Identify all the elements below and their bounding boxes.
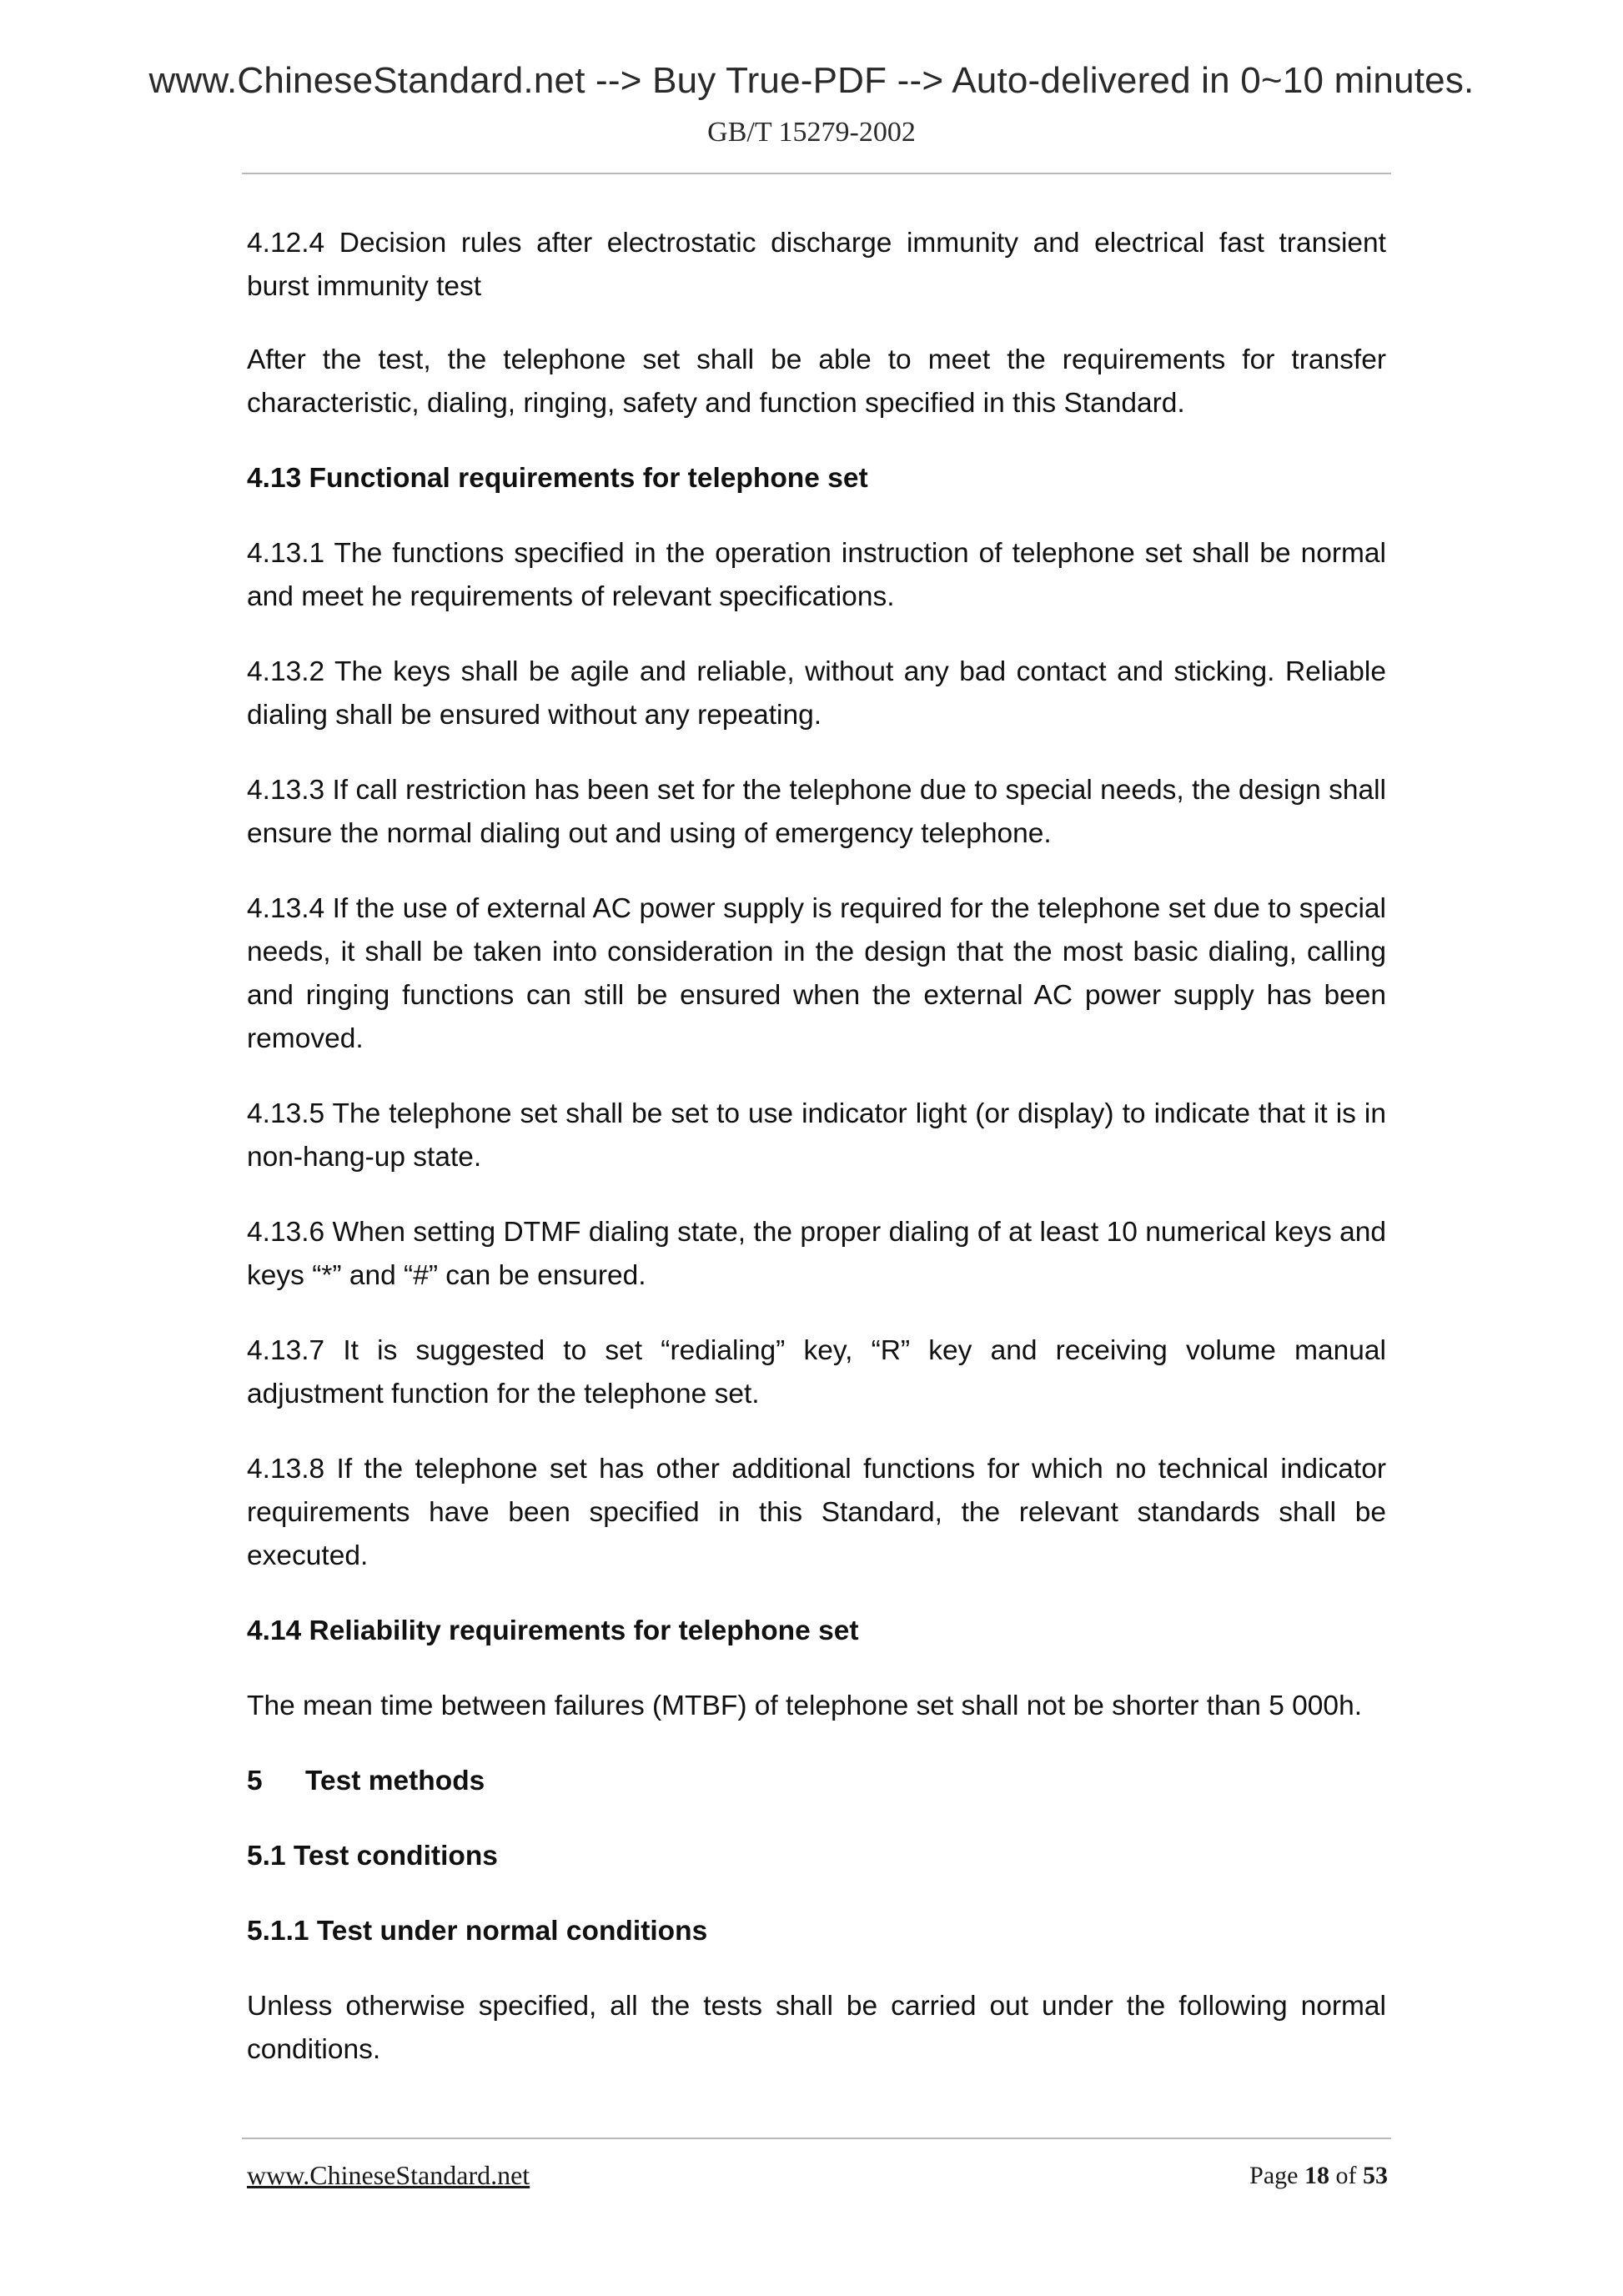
document-body <box>247 222 1386 2103</box>
section-heading-4-14: 4.14 Reliability requirements for telephone set <box>247 1615 859 1646</box>
page-number <box>1249 2162 1388 2190</box>
clause-4-13-7: 4.13.7 It is suggested to set “redialing” key, “R” key and receiving volume manual adjustment function for the telephone set. <box>247 1335 1386 1409</box>
section-heading-4-13: 4.13 Functional requirements for telephone set <box>247 463 868 494</box>
page-prefix: Page <box>1249 2162 1304 2189</box>
header-banner[interactable]: www.ChineseStandard.net --> Buy True-PDF --> Auto-delivered in 0~10 minutes. <box>148 60 1475 101</box>
section-heading-5-1-1: 5.1.1 Test under normal conditions <box>247 1916 708 1947</box>
page-total: 53 <box>1363 2162 1388 2189</box>
standard-code: GB/T 15279-2002 <box>707 117 916 148</box>
page-current: 18 <box>1304 2162 1329 2189</box>
clause-4-12-4-title: 4.12.4 Decision rules after electrostatic discharge immunity and electrical fast transient burst immunity test <box>247 228 1386 302</box>
chapter-title: Test methods <box>305 1766 485 1796</box>
section-heading-5-1: 5.1 Test conditions <box>247 1841 498 1871</box>
footer-site-link[interactable]: www.ChineseStandard.net <box>247 2160 530 2190</box>
header-divider <box>242 173 1391 174</box>
clause-4-14-text: The mean time between failures (MTBF) of telephone set shall not be shorter than 5 000h. <box>247 1691 1363 1721</box>
clause-4-12-4-text: After the test, the telephone set shall be able to meet the requirements for transfer characteristic, dialing, ringing, safety and function specified in this Standard. <box>247 344 1386 419</box>
footer-divider <box>242 2138 1391 2139</box>
chapter-heading-5 <box>247 1760 1386 1803</box>
clause-4-13-1: 4.13.1 The functions specified in the operation instruction of telephone set shall be normal and meet he requirements of relevant specifications. <box>247 538 1386 612</box>
clause-4-13-8: 4.13.8 If the telephone set has other additional functions for which no technical indicator requirements have been specified in this Standard, the relevant standards shall be executed. <box>247 1454 1386 1571</box>
page-of: of <box>1329 2162 1363 2189</box>
clause-5-1-1-text: Unless otherwise specified, all the tests shall be carried out under the following normal conditions. <box>247 1991 1386 2065</box>
clause-4-13-3: 4.13.3 If call restriction has been set for the telephone due to special needs, the design shall ensure the normal dialing out and using of emergency telephone. <box>247 775 1386 849</box>
chapter-number: 5 <box>247 1766 263 1796</box>
clause-4-13-6: 4.13.6 When setting DTMF dialing state, the proper dialing of at least 10 numerical keys and keys “*” and “#” can be ensured. <box>247 1217 1386 1291</box>
clause-4-13-2: 4.13.2 The keys shall be agile and reliable, without any bad contact and sticking. Reliable dialing shall be ensured without any repeating. <box>247 656 1386 731</box>
clause-4-13-5: 4.13.5 The telephone set shall be set to use indicator light (or display) to indicate that it is in non-hang-up state. <box>247 1098 1386 1173</box>
clause-4-13-4: 4.13.4 If the use of external AC power supply is required for the telephone set due to special needs, it shall be taken into consideration in the design that the most basic dialing, calling and ringing functions can still be ensured when the external AC power supply has been removed. <box>247 893 1386 1054</box>
